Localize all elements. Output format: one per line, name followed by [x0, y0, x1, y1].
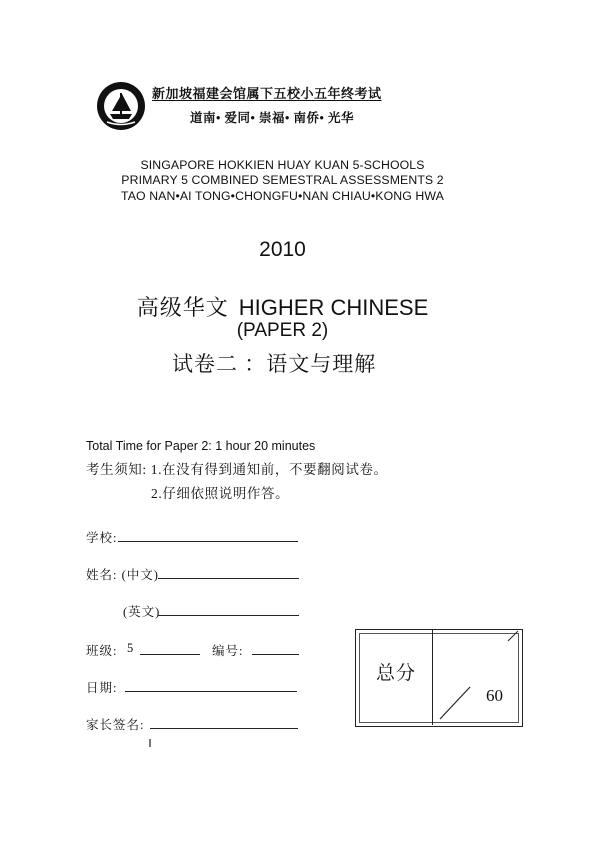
class-field-line[interactable]	[140, 654, 200, 655]
paper-number: (PAPER 2)	[236, 320, 329, 341]
class-field-label: 班级:	[86, 644, 118, 658]
english-heading-line-2: PRIMARY 5 COMBINED SEMESTRAL ASSESSMENTS 2	[121, 173, 444, 187]
school-field-line[interactable]	[118, 541, 298, 542]
parent-signature-label: 家长签名:	[86, 718, 145, 732]
name-en-field-line[interactable]	[158, 615, 299, 616]
subject-title-en: HIGHER CHINESE	[238, 295, 429, 320]
index-field-line[interactable]	[252, 654, 299, 655]
subject-title	[0, 291, 565, 322]
school-logo	[95, 80, 147, 132]
org-title: 新加坡福建会馆属下五校小五年终考试	[152, 86, 382, 101]
name-zh-field-line[interactable]	[158, 578, 299, 579]
date-field-label: 日期:	[86, 681, 118, 695]
index-field-label: 编号:	[212, 644, 244, 658]
parent-signature-line[interactable]	[150, 728, 298, 729]
total-time: Total Time for Paper 2: 1 hour 20 minutes	[86, 439, 316, 453]
class-field-value: 5	[127, 641, 135, 655]
instruction-line-2: 2.仔细依照说明作答。	[151, 486, 290, 501]
english-heading-line-1: SINGAPORE HOKKIEN HUAY KUAN 5-SCHOOLS	[140, 158, 425, 172]
school-field-label: 学校:	[86, 531, 118, 545]
date-field-line[interactable]	[125, 691, 297, 692]
name-en-field-label: (英文)	[123, 605, 161, 619]
school-list: 道南• 爱同• 崇福• 南侨• 光华	[190, 111, 355, 125]
total-score-label: 总分	[376, 663, 417, 684]
english-heading-line-3: TAO NAN•AI TONG•CHONGFU•NAN CHIAU•KONG HWA	[121, 189, 444, 203]
score-diagonal	[432, 629, 522, 726]
subject-title-zh: 高级华文	[136, 295, 229, 320]
paper-name: 试卷二 ：语文与理解	[172, 352, 377, 376]
name-zh-field-label: 姓名: (中文)	[86, 568, 159, 582]
max-score: 60	[486, 686, 503, 705]
instruction-line-1: 考生须知: 1.在没有得到通知前，不要翻阅试卷。	[86, 462, 388, 477]
exam-year: 2010	[259, 238, 306, 261]
scan-mark	[149, 739, 151, 747]
